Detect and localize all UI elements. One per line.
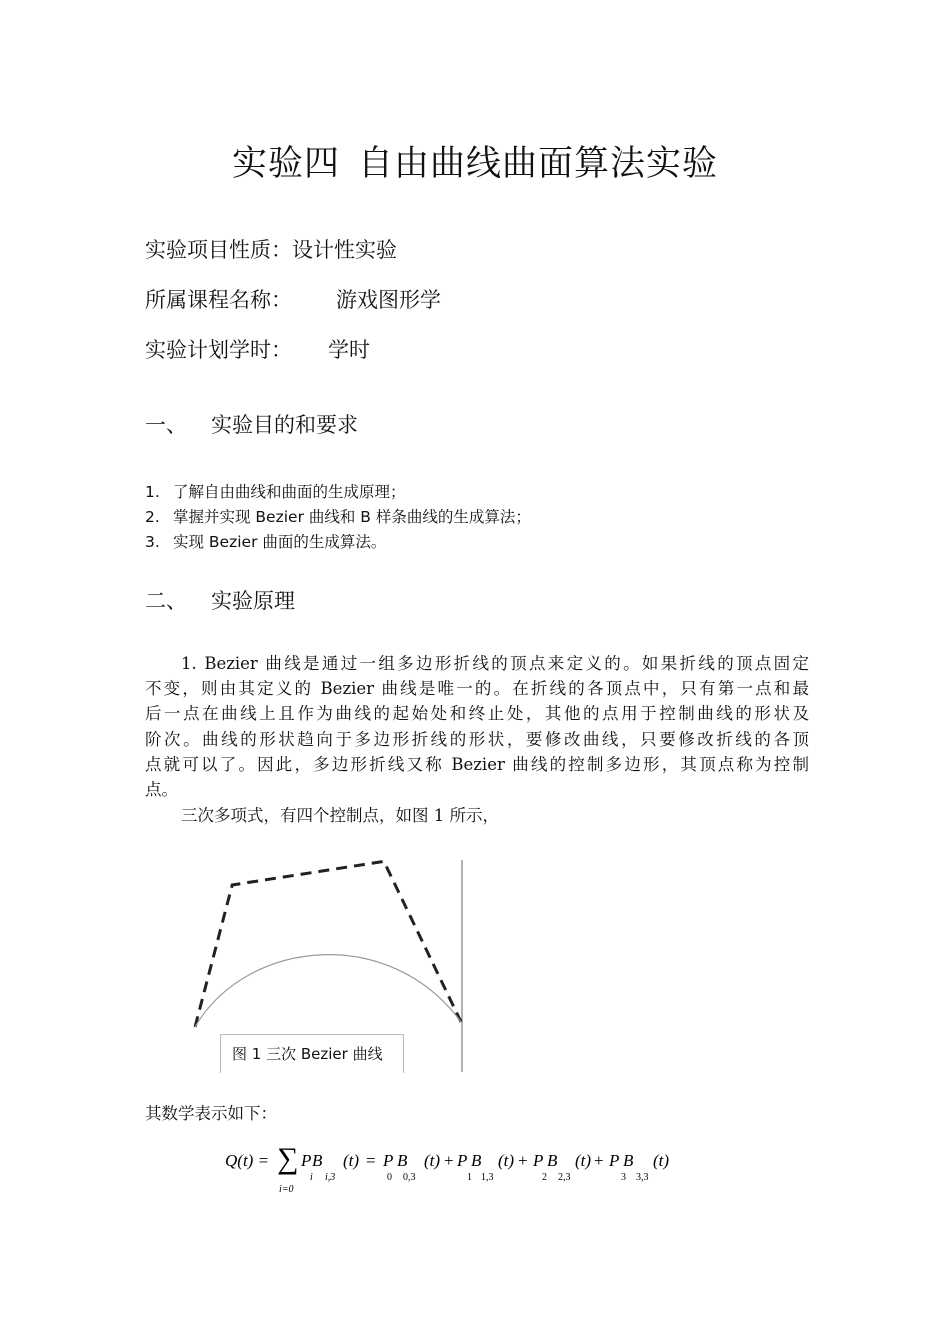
term-P-sub: 2 xyxy=(542,1172,547,1183)
term-P-sub: i xyxy=(310,1172,313,1183)
principle-paragraph xyxy=(145,651,809,802)
control-polygon xyxy=(195,861,461,1027)
term-P-sub: 1 xyxy=(467,1172,472,1183)
term-arg: (t) xyxy=(653,1151,670,1170)
meta-label: 所属课程名称： xyxy=(145,288,292,312)
section-heading-objectives xyxy=(145,409,358,439)
list-text: 实现 Bezier 曲面的生成算法。 xyxy=(173,533,387,551)
formula-op: + xyxy=(518,1151,528,1170)
list-item xyxy=(145,480,406,502)
bezier-formula xyxy=(225,1138,685,1200)
term-B-sub: 2,3 xyxy=(558,1172,571,1183)
bezier-curve xyxy=(195,955,461,1027)
list-text: 了解自由曲线和曲面的生成原理； xyxy=(173,483,406,501)
term-B-sub: 1,3 xyxy=(481,1172,494,1183)
section-title: 实验原理 xyxy=(211,589,295,613)
meta-value: 学时 xyxy=(328,338,370,362)
term-P: P xyxy=(609,1151,620,1170)
list-item xyxy=(145,530,386,552)
list-text: 掌握并实现 Bezier 曲线和 B 样条曲线的生成算法； xyxy=(173,508,531,526)
term-arg: (t) xyxy=(343,1151,360,1170)
section-heading-principle xyxy=(145,585,295,615)
meta-item-nature xyxy=(145,234,397,264)
term-P-sub: 0 xyxy=(387,1172,392,1183)
list-number: 2. xyxy=(145,508,160,526)
term-arg: (t) xyxy=(424,1151,441,1170)
list-number: 3. xyxy=(145,533,160,551)
term-arg: (t) xyxy=(575,1151,592,1170)
page-title xyxy=(0,136,950,186)
formula-sigma-lower: i=0 xyxy=(279,1184,294,1195)
figure-caption: 图 1 三次 Bezier 曲线 xyxy=(232,1045,383,1063)
term-B-sub: 0,3 xyxy=(403,1172,416,1183)
formula-lhs: Q(t) = xyxy=(225,1151,270,1170)
math-intro: 其数学表示如下： xyxy=(145,1104,277,1123)
section-number: 一、 xyxy=(145,413,187,437)
paragraph-line: 阶次。曲线的形状趋向于多边形折线的形状，要修改曲线，只要修改折线的各顶 xyxy=(145,729,809,749)
term-B: B xyxy=(312,1151,323,1170)
term-P: P xyxy=(383,1151,394,1170)
term-B-sub: 3,3 xyxy=(636,1172,649,1183)
section-title: 实验目的和要求 xyxy=(211,413,358,437)
list-item xyxy=(145,505,531,527)
formula-op: = xyxy=(366,1151,376,1170)
term-B: B xyxy=(623,1151,634,1170)
term-B-sub: i,3 xyxy=(325,1172,336,1183)
term-P-sub: 3 xyxy=(621,1172,626,1183)
paragraph-line: 点就可以了。因此，多边形折线又称 Bezier 曲线的控制多边形，其顶点称为控制 xyxy=(145,754,809,774)
term-P: P xyxy=(301,1151,312,1170)
paragraph-line: 后一点在曲线上且作为曲线的起始处和终止处，其他的点用于控制曲线的形状及 xyxy=(145,704,809,724)
formula-op: + xyxy=(594,1151,604,1170)
meta-item-hours xyxy=(145,334,370,364)
meta-value: 设计性实验 xyxy=(292,238,397,262)
meta-item-course xyxy=(145,284,441,314)
title-part1: 实验四 xyxy=(231,144,340,184)
section-number: 二、 xyxy=(145,589,187,613)
term-P: P xyxy=(457,1151,468,1170)
cubic-note: 三次多项式，有四个控制点，如图 1 所示， xyxy=(181,806,499,825)
meta-value: 游戏图形学 xyxy=(336,288,441,312)
meta-label: 实验计划学时： xyxy=(145,338,292,362)
term-P: P xyxy=(533,1151,544,1170)
term-B: B xyxy=(397,1151,408,1170)
term-B: B xyxy=(547,1151,558,1170)
formula-op: + xyxy=(444,1151,454,1170)
paragraph-line: 1. Bezier 曲线是通过一组多边形折线的顶点来定义的。如果折线的顶点固定 xyxy=(181,654,809,673)
paragraph-line: 点。 xyxy=(145,779,178,799)
paragraph-line: 不变，则由其定义的 Bezier 曲线是唯一的。在折线的各顶点中，只有第一点和最 xyxy=(145,679,809,699)
list-number: 1. xyxy=(145,483,160,501)
formula-sigma: ∑ xyxy=(277,1142,299,1175)
title-part2: 自由曲线曲面算法实验 xyxy=(358,144,719,184)
meta-label: 实验项目性质： xyxy=(145,238,292,262)
term-B: B xyxy=(471,1151,482,1170)
term-arg: (t) xyxy=(498,1151,515,1170)
